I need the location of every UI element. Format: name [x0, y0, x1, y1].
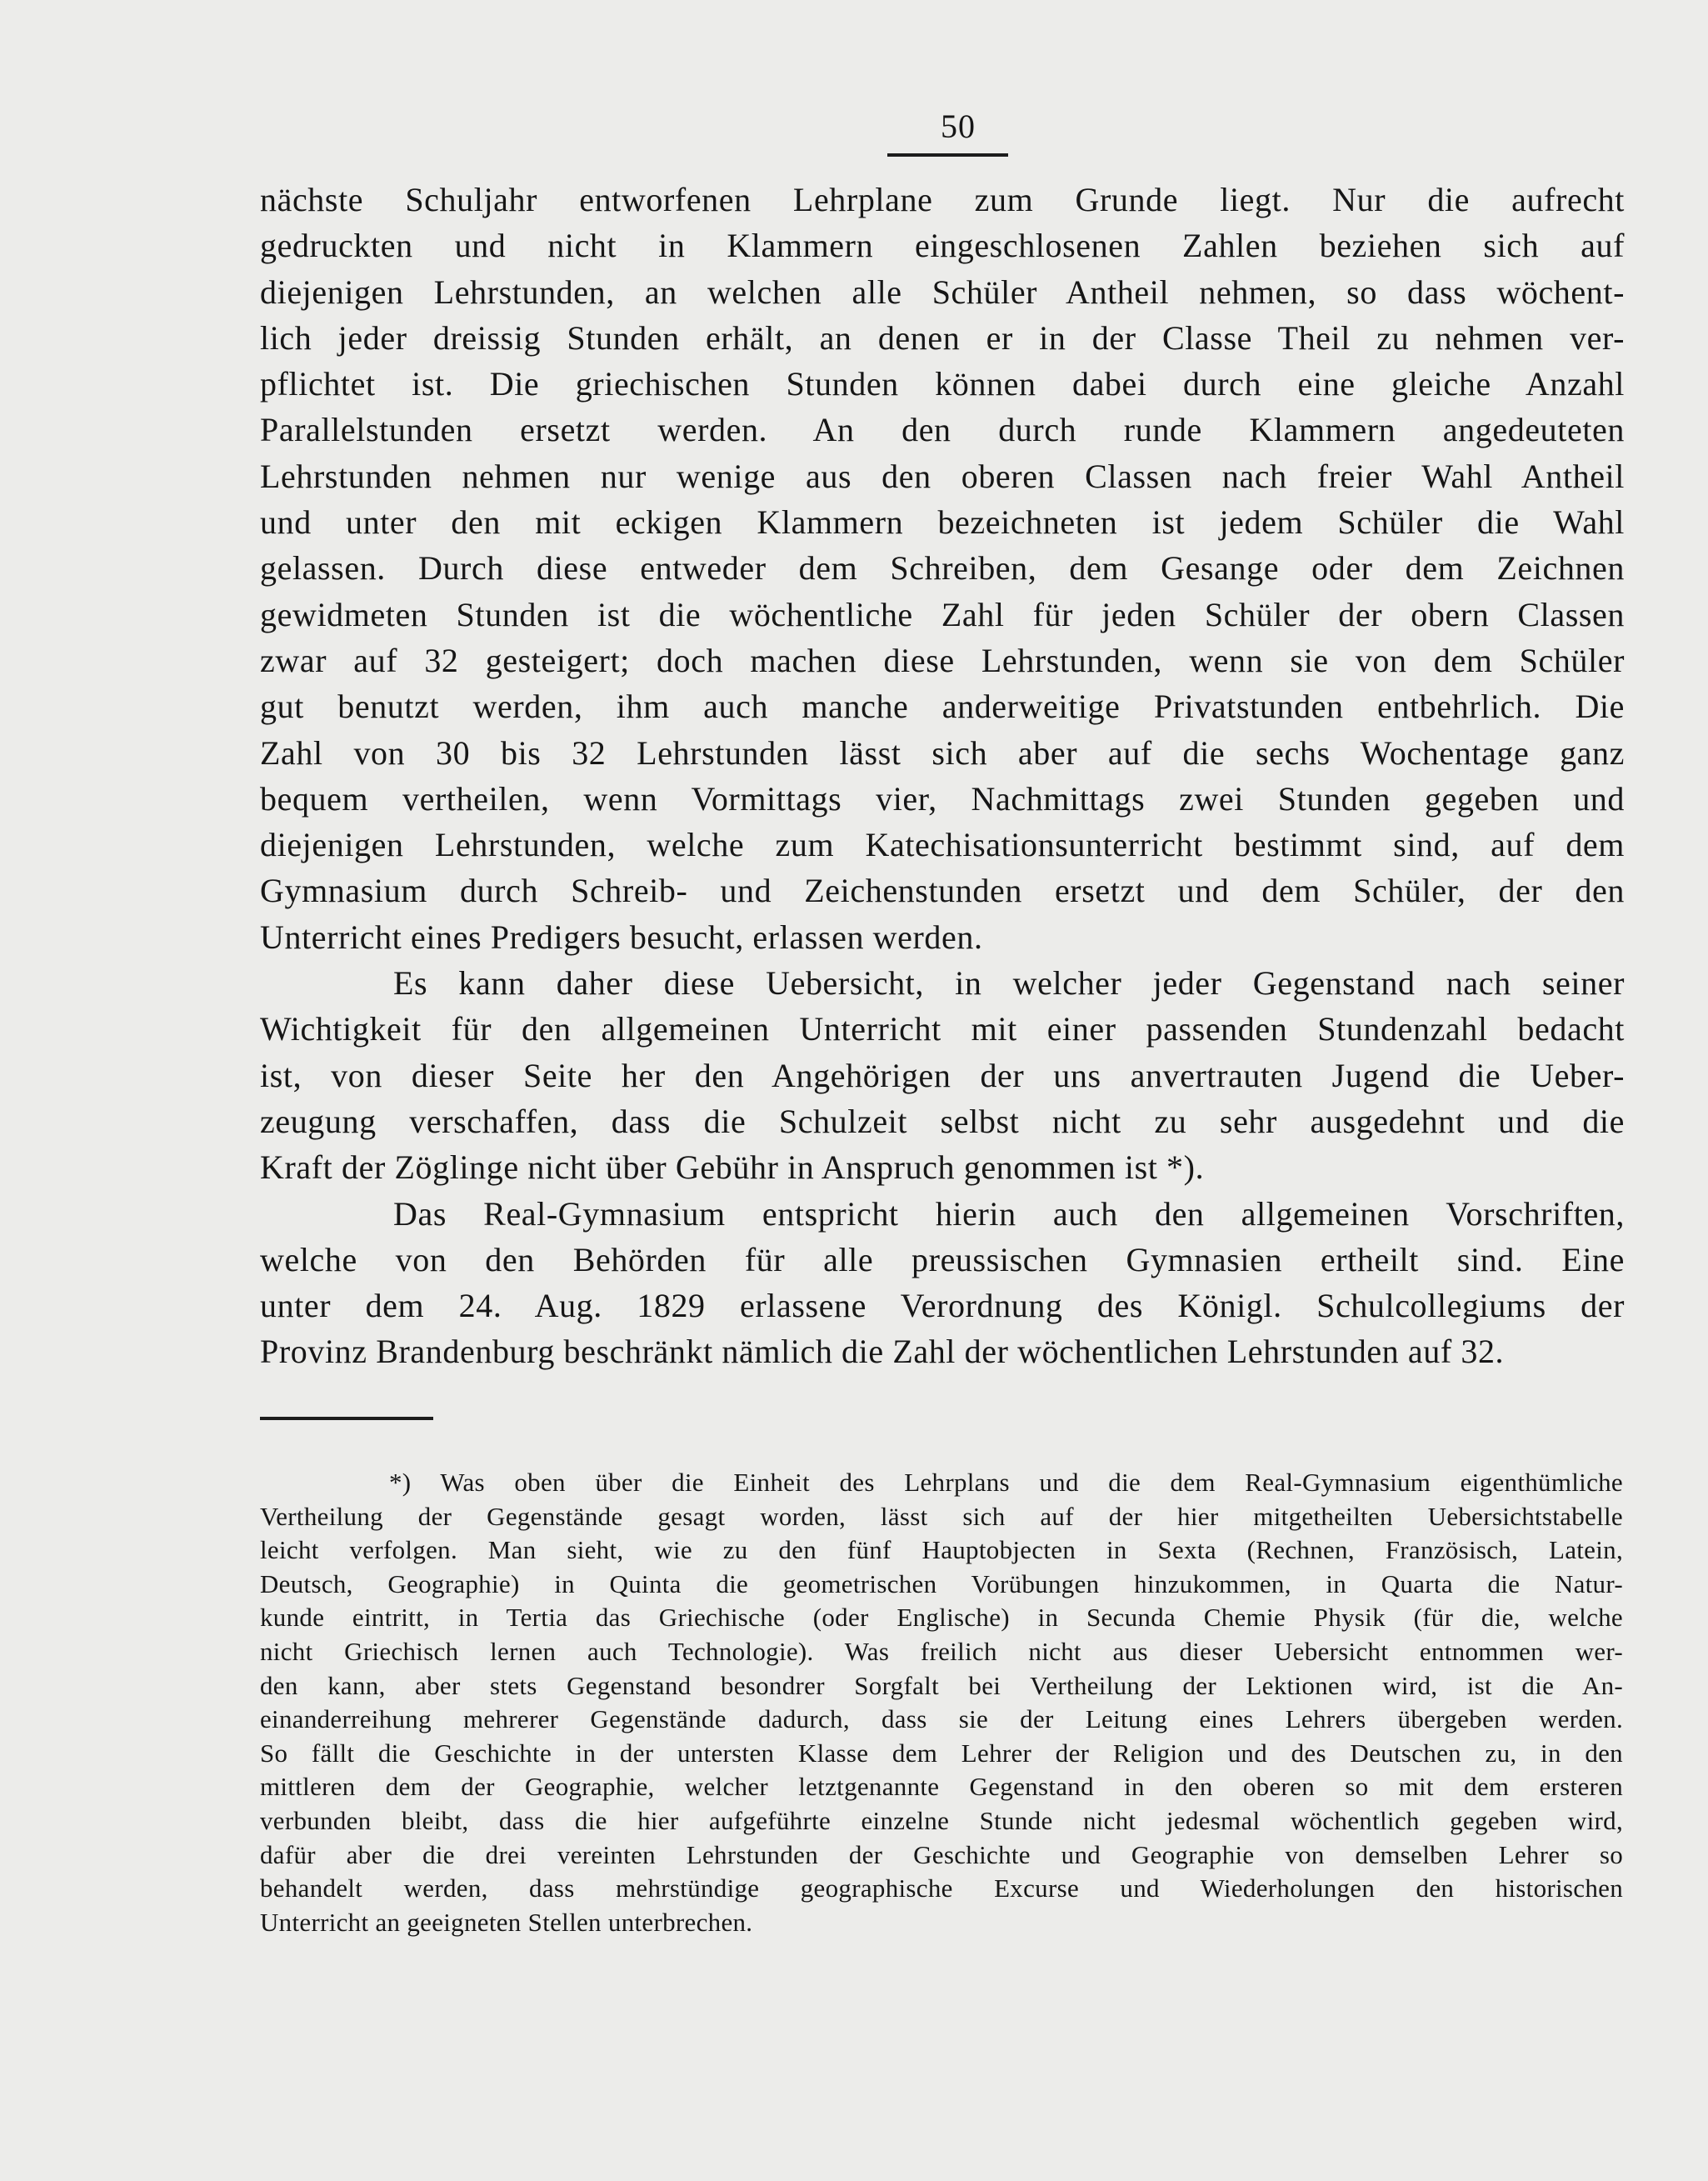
body-line: und unter den mit eckigen Klammern bezeichneten ist jedem Schüler die Wahl: [260, 503, 1625, 542]
body-line: gewidmeten Stunden ist die wöchentliche Zahl für jeden Schüler der obern Classen: [260, 595, 1625, 633]
footnote-line: nicht Griechisch lernen auch Technologie). Was freilich nicht aus dieser Uebersicht entnommen wer-: [260, 1636, 1623, 1666]
body-line: bequem vertheilen, wenn Vormittags vier, Nachmittags zwei Stunden gegeben und: [260, 779, 1625, 818]
footnote-line: kunde eintritt, in Tertia das Griechische (oder Englische) in Secunda Chemie Physik (für die, welche: [260, 1603, 1623, 1633]
body-line: Wichtigkeit für den allgemeinen Unterricht mit einer passenden Stundenzahl bedacht: [260, 1010, 1625, 1048]
body-line: Provinz Brandenburg beschränkt nämlich die Zahl der wöchentlichen Lehrstunden auf 32.: [260, 1333, 1505, 1371]
body-line: Lehrstunden nehmen nur wenige aus den oberen Classen nach freier Wahl Antheil: [260, 457, 1625, 495]
body-line: Kraft der Zöglinge nicht über Gebühr in Anspruch genommen ist *).: [260, 1148, 1205, 1187]
body-line: gedruckten und nicht in Klammern eingeschlosenen Zahlen beziehen sich auf: [260, 227, 1625, 265]
body-line: Gymnasium durch Schreib- und Zeichenstunden ersetzt und dem Schüler, der den: [260, 872, 1625, 910]
footnote-line: dafür aber die drei vereinten Lehrstunden der Geschichte und Geographie von demselben Lehrer so: [260, 1839, 1623, 1869]
page-number-rule: [887, 153, 1008, 157]
footnote-line: Unterricht an geeigneten Stellen unterbrechen.: [260, 1907, 753, 1937]
footnote-line: leicht verfolgen. Man sieht, wie zu den fünf Hauptobjecten in Sexta (Rechnen, Französisch, Latein,: [260, 1535, 1623, 1565]
body-line: lich jeder dreissig Stunden erhält, an denen er in der Classe Theil zu nehmen ver-: [260, 318, 1625, 357]
footnote: [260, 1466, 1623, 1939]
footnote-line: So fällt die Geschichte in der untersten Klasse dem Lehrer der Religion und des Deutschen zu, in den: [260, 1738, 1623, 1768]
body-line: Es kann daher diese Uebersicht, in welcher jeder Gegenstand nach seiner: [393, 964, 1625, 1003]
footnote-line: Vertheilung der Gegenstände gesagt worden, lässt sich auf der hier mitgetheilten Uebersichtstabelle: [260, 1501, 1623, 1531]
footnote-line: den kann, aber stets Gegenstand besondrer Sorgfalt bei Vertheilung der Lektionen wird, ist die An-: [260, 1670, 1623, 1700]
page-number: 50: [941, 108, 976, 145]
body-text: [260, 177, 1625, 1375]
footnote-line: *) Was oben über die Einheit des Lehrplans und die dem Real-Gymnasium eigenthümliche: [389, 1468, 1623, 1497]
body-line: zeugung verschaffen, dass die Schulzeit selbst nicht zu sehr ausgedehnt und die: [260, 1102, 1625, 1140]
body-line: Das Real-Gymnasium entspricht hierin auch den allgemeinen Vorschriften,: [393, 1194, 1625, 1233]
body-line: Unterricht eines Predigers besucht, erlassen werden.: [260, 918, 983, 956]
body-line: zwar auf 32 gesteigert; doch machen diese Lehrstunden, wenn sie von dem Schüler: [260, 641, 1625, 679]
body-line: Zahl von 30 bis 32 Lehrstunden lässt sich aber auf die sechs Wochentage ganz: [260, 733, 1625, 772]
footnote-line: mittleren dem der Geographie, welcher letztgenannte Gegenstand in den oberen so mit dem ersteren: [260, 1772, 1623, 1802]
body-line: ist, von dieser Seite her den Angehörigen der uns anvertrauten Jugend die Ueber-: [260, 1056, 1625, 1094]
footnote-line: behandelt werden, dass mehrstündige geographische Excurse und Wiederholungen den historischen: [260, 1873, 1623, 1903]
footnote-rule: [260, 1417, 433, 1420]
body-line: nächste Schuljahr entworfenen Lehrplane zum Grunde liegt. Nur die aufrecht: [260, 181, 1625, 218]
body-line: gelassen. Durch diese entweder dem Schreiben, dem Gesange oder dem Zeichnen: [260, 549, 1625, 588]
body-line: pflichtet ist. Die griechischen Stunden können dabei durch eine gleiche Anzahl: [260, 365, 1625, 403]
body-line: diejenigen Lehrstunden, an welchen alle Schüler Antheil nehmen, so dass wöchent-: [260, 273, 1625, 311]
footnote-line: Deutsch, Geographie) in Quinta die geometrischen Vorübungen hinzukommen, in Quarta die Natur-: [260, 1568, 1623, 1598]
footnote-line: verbunden bleibt, dass die hier aufgeführte einzelne Stunde nicht jedesmal wöchentlich gegeben wird,: [260, 1805, 1623, 1835]
body-line: Parallelstunden ersetzt werden. An den durch runde Klammern angedeuteten: [260, 411, 1625, 449]
body-line: unter dem 24. Aug. 1829 erlassene Verordnung des Königl. Schulcollegiums der: [260, 1287, 1625, 1325]
body-line: diejenigen Lehrstunden, welche zum Katechisationsunterricht bestimmt sind, auf dem: [260, 826, 1625, 864]
footnote-line: einanderreihung mehrerer Gegenstände dadurch, dass sie der Leitung eines Lehrers übergeben werden.: [260, 1704, 1623, 1734]
body-line: welche von den Behörden für alle preussischen Gymnasien ertheilt sind. Eine: [260, 1240, 1625, 1278]
body-line: gut benutzt werden, ihm auch manche anderweitige Privatstunden entbehrlich. Die: [260, 688, 1625, 726]
